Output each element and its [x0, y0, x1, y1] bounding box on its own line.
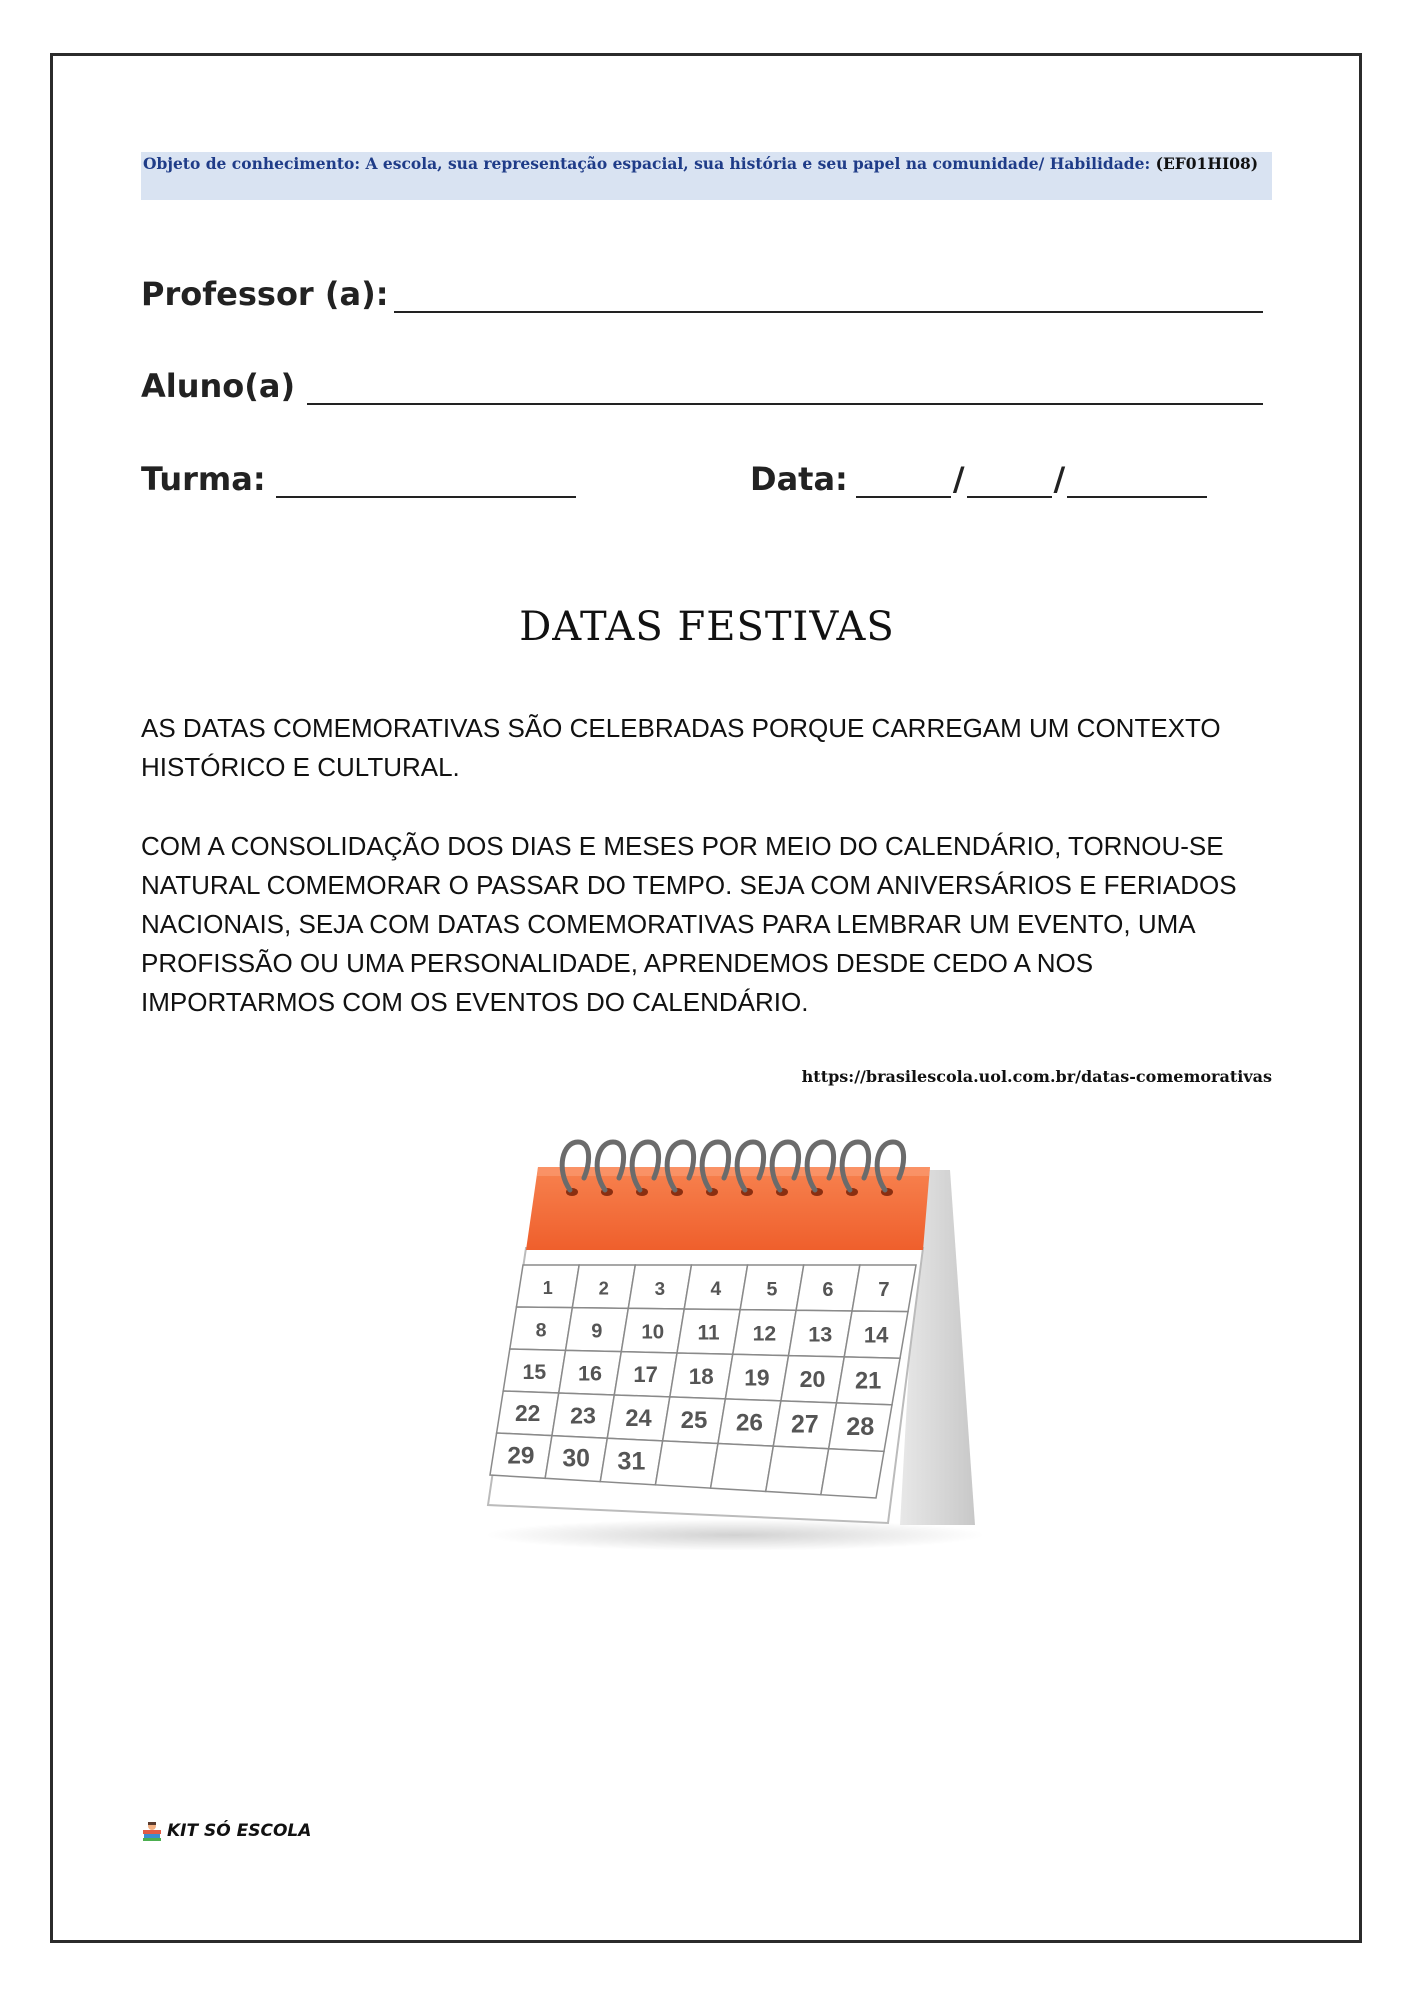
- aluno-label: Aluno(a): [141, 367, 296, 405]
- books-icon: [141, 1820, 163, 1842]
- calendar-cell: [711, 1444, 774, 1492]
- data-month-blank[interactable]: [967, 466, 1052, 498]
- calendar-day: 2: [598, 1277, 609, 1299]
- calendar-day: 19: [744, 1364, 770, 1391]
- calendar-day: 18: [688, 1363, 714, 1389]
- aluno-blank[interactable]: [307, 373, 1263, 405]
- calendar-day: 11: [697, 1321, 720, 1345]
- calendar-grid: [490, 1265, 916, 1498]
- calendar-day: 24: [625, 1405, 652, 1432]
- calendar-day: 26: [735, 1409, 763, 1437]
- data-slash: /: [952, 460, 965, 498]
- calendar-cell: [766, 1446, 829, 1495]
- data-day-blank[interactable]: [856, 466, 951, 498]
- calendar-day: 22: [514, 1400, 541, 1427]
- paragraph-1: AS DATAS COMEMORATIVAS SÃO CELEBRADAS PORQUE CARREGAM UM CONTEXTO HISTÓRICO E CULTURAL.: [141, 713, 1221, 782]
- desk-calendar-icon: [470, 1130, 990, 1550]
- calendar-day: 13: [808, 1321, 833, 1347]
- professor-blank[interactable]: [394, 281, 1263, 313]
- data-year-blank[interactable]: [1067, 466, 1207, 498]
- calendar-day: 20: [799, 1366, 826, 1393]
- calendar-day: 14: [863, 1322, 889, 1348]
- calendar-day: 15: [522, 1360, 547, 1384]
- footer-brand: [141, 1820, 311, 1842]
- calendar-day: 31: [617, 1447, 646, 1476]
- data-field[interactable]: [750, 460, 1207, 498]
- aluno-field[interactable]: [141, 367, 1263, 405]
- calendar-day: 4: [710, 1279, 722, 1301]
- source-link[interactable]: https://brasilescola.uol.com.br/datas-comemorativas: [801, 1067, 1272, 1086]
- calendar-cell: [821, 1449, 884, 1498]
- calendar-day: 10: [641, 1321, 665, 1344]
- calendar-day: 5: [766, 1278, 778, 1301]
- objective-banner: [141, 152, 1272, 200]
- professor-field[interactable]: [141, 275, 1263, 313]
- calendar-day: 8: [535, 1319, 547, 1342]
- professor-label: Professor (a):: [141, 275, 389, 313]
- calendar-day: 7: [878, 1279, 890, 1302]
- turma-label: Turma:: [141, 460, 266, 498]
- calendar-day: 27: [791, 1411, 819, 1439]
- calendar-day: 9: [591, 1320, 603, 1343]
- data-slash: /: [1053, 460, 1066, 498]
- calendar-day: 29: [507, 1442, 535, 1470]
- paragraph-2: COM A CONSOLIDAÇÃO DOS DIAS E MESES POR MEIO DO CALENDÁRIO, TORNOU-SE NATURAL COMEMORAR O PASSAR DO TEMPO. SEJA COM ANIVERSÁRIOS E FERIADOS NACIONAIS, SEJA COM DATAS COMEMORATIVAS PARA LEMBRAR UM EVENTO, UMA PROFISSÃO OU UMA PERSONALIDADE, APRENDEMOS DESDE CEDO A NOS IMPORTARMOS COM OS EVENTOS DO CALENDÁRIO.: [141, 831, 1237, 1017]
- calendar-day: 17: [633, 1362, 658, 1388]
- calendar-day: 16: [577, 1360, 602, 1386]
- page-title: DATAS FESTIVAS: [519, 604, 895, 650]
- calendar-day: 25: [680, 1407, 708, 1435]
- calendar-cell: [655, 1441, 718, 1488]
- turma-field[interactable]: [141, 460, 576, 498]
- calendar-day: 12: [752, 1322, 777, 1346]
- footer-brand-text: KIT SÓ ESCOLA: [167, 1821, 312, 1841]
- turma-blank[interactable]: [276, 466, 576, 498]
- objective-code: (EF01HI08): [1155, 154, 1259, 173]
- data-label: Data:: [750, 460, 848, 498]
- calendar-day: 6: [822, 1278, 834, 1301]
- calendar-day: 3: [654, 1277, 666, 1299]
- calendar-day: 21: [855, 1368, 882, 1395]
- calendar-day: 30: [562, 1445, 590, 1473]
- calendar-day: 28: [846, 1412, 875, 1441]
- objective-text: Objeto de conhecimento: A escola, sua representação espacial, sua história e seu papel na comunidade/ Habilidade:: [143, 154, 1151, 173]
- calendar-day: 23: [570, 1402, 596, 1429]
- calendar-day: 1: [542, 1278, 553, 1299]
